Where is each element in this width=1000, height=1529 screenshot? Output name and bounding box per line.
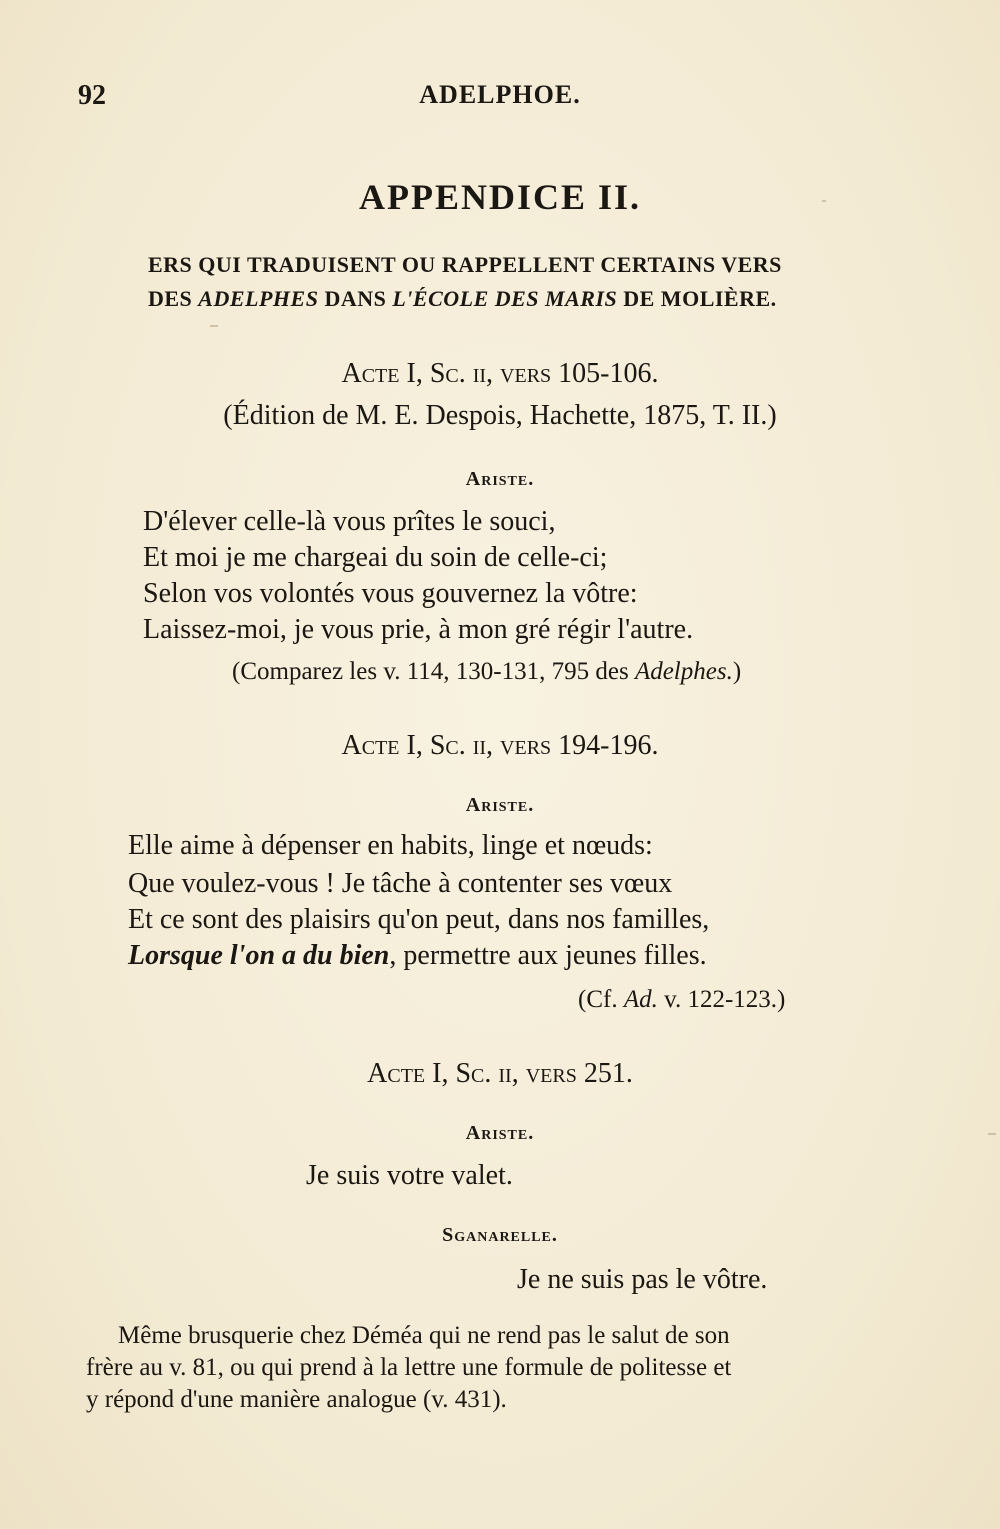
- section3-heading: Acte I, Sc. ii, vers 251.: [367, 1058, 633, 1089]
- section3-line-ariste: Je suis votre valet.: [306, 1160, 513, 1191]
- section1-verse-3: Selon vos volontés vous gouvernez la vôtre:: [143, 578, 638, 609]
- subtitle-moliere: DE MOLIÈRE.: [623, 286, 777, 311]
- section1-heading: Acte I, Sc. ii, vers 105-106.: [341, 358, 659, 389]
- section3-speaker-ariste: Ariste.: [465, 1122, 535, 1144]
- section1-verse-1: D'élever celle-là vous prîtes le souci,: [143, 506, 556, 537]
- section2-verse-4-italic: Lorsque l'on a du bien: [128, 940, 390, 971]
- subtitle-word-dans: DANS: [324, 286, 387, 311]
- subtitle-adelphes: ADELPHES: [198, 286, 319, 311]
- section1-note: [232, 658, 741, 686]
- appendix-subtitle-line2: [148, 286, 777, 312]
- section2-note-rest: v. 122-123.): [657, 986, 786, 1013]
- section2-verse-4: [128, 940, 707, 972]
- section3-line-sganarelle: Je ne suis pas le vôtre.: [517, 1264, 768, 1295]
- appendix-subtitle-line1: ERS QUI TRADUISENT OU RAPPELLENT CERTAINS VERS: [148, 252, 782, 277]
- closing-line-2: frère au v. 81, ou qui prend à la lettre une formule de politesse et: [86, 1354, 732, 1381]
- section2-verse-1: Elle aime à dépenser en habits, linge et nœuds:: [128, 830, 653, 861]
- section1-edition: (Édition de M. E. Despois, Hachette, 1875, T. II.): [223, 400, 777, 431]
- appendix-title: APPENDICE II.: [358, 177, 642, 217]
- page-number: 92: [78, 80, 106, 111]
- closing-line-1: Même brusquerie chez Déméa qui ne rend pas le salut de son: [118, 1322, 730, 1349]
- paper-speck: [822, 200, 826, 202]
- section2-note-open: (Cf.: [578, 986, 624, 1013]
- paper-speck: [988, 1133, 996, 1135]
- section3-speaker-sganarelle: Sganarelle.: [442, 1224, 558, 1246]
- subtitle-word-des: DES: [148, 286, 193, 311]
- section1-speaker: Ariste.: [465, 468, 535, 490]
- section2-heading: Acte I, Sc. ii, vers 194-196.: [341, 730, 659, 761]
- section2-verse-4-rest: , permettre aux jeunes filles.: [389, 940, 707, 971]
- section1-note-text: (Comparez les v. 114, 130-131, 795 des: [232, 658, 635, 685]
- section1-note-italic: Adelphes.: [634, 658, 733, 685]
- section2-speaker: Ariste.: [465, 794, 535, 816]
- section1-verse-2: Et moi je me chargeai du soin de celle-ci;: [143, 542, 608, 573]
- section1-verse-4: Laissez-moi, je vous prie, à mon gré régir l'autre.: [143, 614, 694, 645]
- section2-note: [578, 986, 785, 1014]
- paper-speck: [210, 325, 218, 327]
- section2-verse-3: Et ce sont des plaisirs qu'on peut, dans nos familles,: [128, 904, 710, 935]
- subtitle-ecole-des-maris: L'ÉCOLE DES MARIS: [392, 286, 618, 311]
- closing-line-3: y répond d'une manière analogue (v. 431).: [86, 1386, 507, 1413]
- section2-verse-2: Que voulez-vous ! Je tâche à contenter ses vœux: [128, 868, 673, 899]
- section1-note-close: ): [732, 658, 742, 685]
- section2-note-italic: Ad.: [623, 986, 658, 1013]
- running-title: ADELPHOE.: [419, 80, 581, 109]
